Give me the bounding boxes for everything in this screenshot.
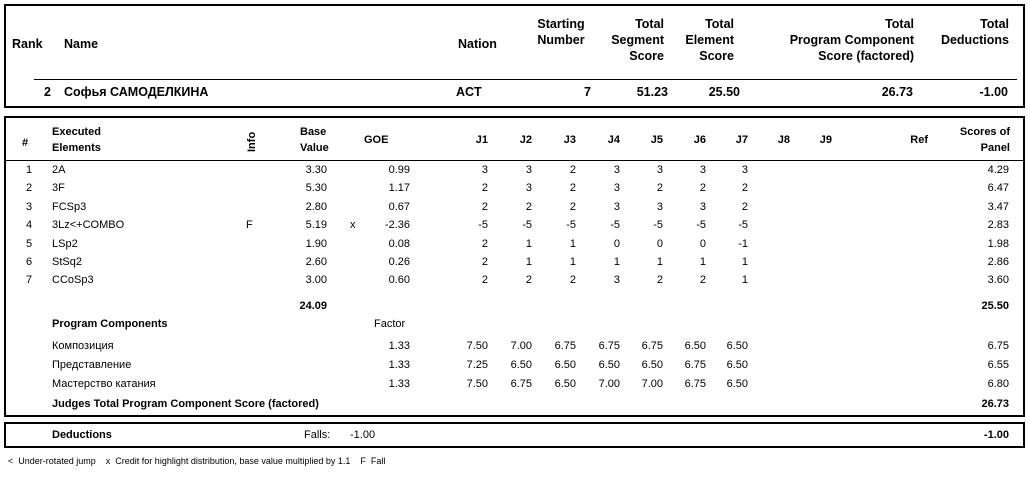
component-factor: 1.33 (388, 340, 410, 352)
deductions-label: Deductions (52, 429, 112, 441)
judge-header-6: J6 (693, 134, 706, 146)
component-judge-score: 7.50 (466, 340, 488, 352)
component-judge-score: 6.50 (554, 359, 576, 371)
element-judge-score: -1 (738, 237, 748, 250)
element-number: 4 (26, 219, 33, 232)
component-factor: 1.33 (388, 359, 410, 371)
element-judge-score: 2 (656, 274, 663, 287)
component-judge-score: 7.00 (641, 378, 663, 390)
tss-header-2: Segment (611, 33, 664, 47)
element-goe: -2.36 (384, 219, 410, 232)
element-judge-score: 2 (699, 274, 706, 287)
judge-header-3: J3 (563, 134, 576, 146)
element-judge-score: 3 (525, 182, 532, 195)
component-judge-score: 6.75 (641, 340, 663, 352)
element-goe: 1.17 (388, 182, 410, 195)
tes-header-2: Element (685, 33, 734, 47)
pcs-total-label: Judges Total Program Component Score (factored) (52, 398, 319, 410)
element-judge-score: 2 (741, 182, 748, 195)
col-number-header: # (22, 137, 29, 149)
element-judge-score: 2 (481, 274, 488, 287)
name-header: Name (64, 37, 99, 51)
judge-header-9: J9 (819, 134, 832, 146)
element-number: 5 (26, 237, 33, 250)
element-judge-score: 1 (699, 256, 706, 268)
element-judge-score: 1 (525, 237, 532, 250)
deductions-total: -1.00 (983, 429, 1009, 441)
component-judge-score: 6.75 (554, 340, 576, 352)
pcs-total: 26.73 (981, 398, 1009, 410)
skater-tss: 51.23 (636, 85, 668, 99)
element-base-value: 5.19 (305, 219, 327, 232)
component-judge-score: 6.50 (641, 359, 663, 371)
element-base-value: 3.00 (305, 274, 327, 287)
element-judge-score: 2 (481, 182, 488, 195)
col-base-header-1: Base (300, 126, 327, 138)
rank-header: Rank (12, 37, 43, 51)
element-judge-score: 0 (699, 237, 706, 250)
element-goe: 0.08 (388, 237, 410, 250)
legend-footnote: < Under-rotated jump x Credit for highlight distribution, base value multiplied by 1.1 F Fall (8, 456, 386, 466)
element-panel-score: 1.98 (987, 237, 1009, 250)
skater-nation: ACT (456, 85, 482, 99)
component-judge-score: 6.50 (510, 359, 532, 371)
judge-header-2: J2 (519, 134, 532, 146)
base-value-total: 24.09 (299, 300, 327, 312)
summary-divider (34, 79, 1017, 80)
element-name: 3F (52, 182, 65, 195)
element-name: StSq2 (52, 256, 82, 268)
element-number: 7 (26, 274, 33, 287)
details-header-divider (6, 160, 1023, 161)
element-base-value: 5.30 (305, 182, 327, 195)
element-panel-score: 6.47 (987, 182, 1009, 195)
element-judge-score: 1 (656, 256, 663, 268)
element-judge-score: 3 (613, 182, 620, 195)
element-judge-score: 1 (569, 237, 576, 250)
element-judge-score: 2 (481, 200, 488, 213)
element-panel-score: 3.60 (987, 274, 1009, 287)
element-judge-score: 3 (741, 164, 748, 176)
element-judge-score: -5 (653, 219, 663, 232)
element-goe: 0.99 (388, 164, 410, 176)
element-number: 6 (26, 256, 33, 268)
component-judge-score: 7.50 (466, 378, 488, 390)
component-judge-score: 6.75 (510, 378, 532, 390)
program-components-label: Program Components (52, 318, 168, 330)
component-judge-score: 6.50 (598, 359, 620, 371)
skater-tes: 25.50 (708, 85, 740, 99)
element-judge-score: -5 (522, 219, 532, 232)
col-panel-header-1: Scores of (959, 126, 1010, 138)
element-judge-score: 2 (481, 256, 488, 268)
col-executed-header-1: Executed (52, 126, 101, 138)
component-name: Мастерство катания (52, 378, 156, 390)
component-judge-score: 6.75 (598, 340, 620, 352)
element-goe: 0.67 (388, 200, 410, 213)
element-judge-score: 2 (699, 182, 706, 195)
component-judge-score: 7.00 (598, 378, 620, 390)
component-name: Композиция (52, 340, 114, 352)
component-name: Представление (52, 359, 132, 371)
col-panel-header-2: Panel (980, 142, 1010, 154)
element-bonus-marker: x (350, 219, 356, 232)
col-info-header: Info (246, 131, 258, 152)
element-judge-score: 1 (741, 274, 748, 287)
col-base-header-2: Value (300, 142, 329, 154)
skater-starting-number: 7 (584, 85, 591, 99)
component-judge-score: 6.75 (684, 359, 706, 371)
element-base-value: 2.60 (305, 256, 327, 268)
element-judge-score: 1 (525, 256, 532, 268)
element-base-value: 2.80 (305, 200, 327, 213)
element-name: FCSp3 (52, 200, 87, 213)
element-base-value: 1.90 (305, 237, 327, 250)
element-judge-score: 3 (699, 200, 706, 213)
element-name: LSp2 (52, 237, 78, 250)
element-judge-score: 0 (613, 237, 620, 250)
component-panel-score: 6.75 (987, 340, 1009, 352)
starting-number-header-2: Number (537, 33, 585, 47)
element-info: F (246, 219, 253, 232)
element-panel-score: 2.86 (987, 256, 1009, 268)
element-judge-score: -5 (696, 219, 706, 232)
element-judge-score: 2 (741, 200, 748, 213)
ded-header-1: Total (980, 17, 1009, 31)
pcs-header-1: Total (885, 17, 914, 31)
element-number: 3 (26, 200, 33, 213)
judge-header-5: J5 (650, 134, 663, 146)
judge-header-7: J7 (735, 134, 748, 146)
skater-deductions: -1.00 (979, 85, 1008, 99)
element-base-value: 3.30 (305, 164, 327, 176)
judge-header-4: J4 (607, 134, 620, 146)
element-name: 3Lz<+COMBO (52, 219, 125, 232)
element-judge-score: 3 (481, 164, 488, 176)
element-panel-score: 4.29 (987, 164, 1009, 176)
element-panel-score: 3.47 (987, 200, 1009, 213)
element-goe: 0.26 (388, 256, 410, 268)
component-panel-score: 6.80 (987, 378, 1009, 390)
element-number: 1 (26, 164, 33, 176)
element-judge-score: 2 (569, 274, 576, 287)
tes-header-1: Total (705, 17, 734, 31)
element-judge-score: 1 (569, 256, 576, 268)
tes-total: 25.50 (981, 300, 1009, 312)
pcs-header-2: Program Component (789, 33, 914, 47)
col-goe-header: GOE (364, 134, 389, 146)
col-executed-header-2: Elements (52, 142, 101, 154)
nation-header: Nation (458, 37, 497, 51)
col-ref-header: Ref (910, 134, 928, 146)
element-goe: 0.60 (388, 274, 410, 287)
tss-header-1: Total (635, 17, 664, 31)
element-judge-score: 3 (656, 200, 663, 213)
judge-header-1: J1 (475, 134, 488, 146)
component-judge-score: 6.75 (684, 378, 706, 390)
element-judge-score: -5 (610, 219, 620, 232)
element-name: CCoSp3 (52, 274, 94, 287)
skater-name: Софья САМОДЕЛКИНА (64, 85, 209, 99)
element-judge-score: 3 (613, 200, 620, 213)
element-judge-score: -5 (566, 219, 576, 232)
ded-header-2: Deductions (940, 33, 1009, 47)
element-judge-score: 1 (613, 256, 620, 268)
component-judge-score: 6.50 (554, 378, 576, 390)
element-judge-score: 3 (613, 274, 620, 287)
component-judge-score: 6.50 (726, 378, 748, 390)
element-judge-score: 3 (613, 164, 620, 176)
component-panel-score: 6.55 (987, 359, 1009, 371)
deductions-box (4, 422, 1025, 448)
element-judge-score: 0 (656, 237, 663, 250)
element-judge-score: -5 (478, 219, 488, 232)
skater-rank: 2 (44, 85, 51, 99)
starting-number-header-1: Starting (537, 17, 585, 31)
component-judge-score: 6.50 (726, 359, 748, 371)
judge-header-8: J8 (777, 134, 790, 146)
element-judge-score: 2 (656, 182, 663, 195)
element-judge-score: 2 (569, 164, 576, 176)
element-judge-score: 2 (481, 237, 488, 250)
factor-label: Factor (374, 318, 406, 330)
tes-header-3: Score (699, 49, 734, 63)
component-factor: 1.33 (388, 378, 410, 390)
component-judge-score: 7.00 (510, 340, 532, 352)
element-judge-score: 3 (525, 164, 532, 176)
tss-header-3: Score (629, 49, 664, 63)
element-judge-score: 2 (525, 274, 532, 287)
falls-value: -1.00 (350, 429, 376, 441)
component-judge-score: 6.50 (726, 340, 748, 352)
element-judge-score: 1 (741, 256, 748, 268)
element-judge-score: 2 (525, 200, 532, 213)
pcs-header-3: Score (factored) (818, 49, 914, 63)
falls-label: Falls: (304, 429, 331, 441)
component-judge-score: 6.50 (684, 340, 706, 352)
element-number: 2 (26, 182, 33, 195)
element-name: 2A (52, 164, 66, 176)
element-judge-score: 3 (656, 164, 663, 176)
element-judge-score: 2 (569, 182, 576, 195)
element-panel-score: 2.83 (987, 219, 1009, 232)
skater-pcs: 26.73 (881, 85, 913, 99)
element-judge-score: 3 (699, 164, 706, 176)
element-judge-score: 2 (569, 200, 576, 213)
element-judge-score: -5 (738, 219, 748, 232)
component-judge-score: 7.25 (466, 359, 488, 371)
